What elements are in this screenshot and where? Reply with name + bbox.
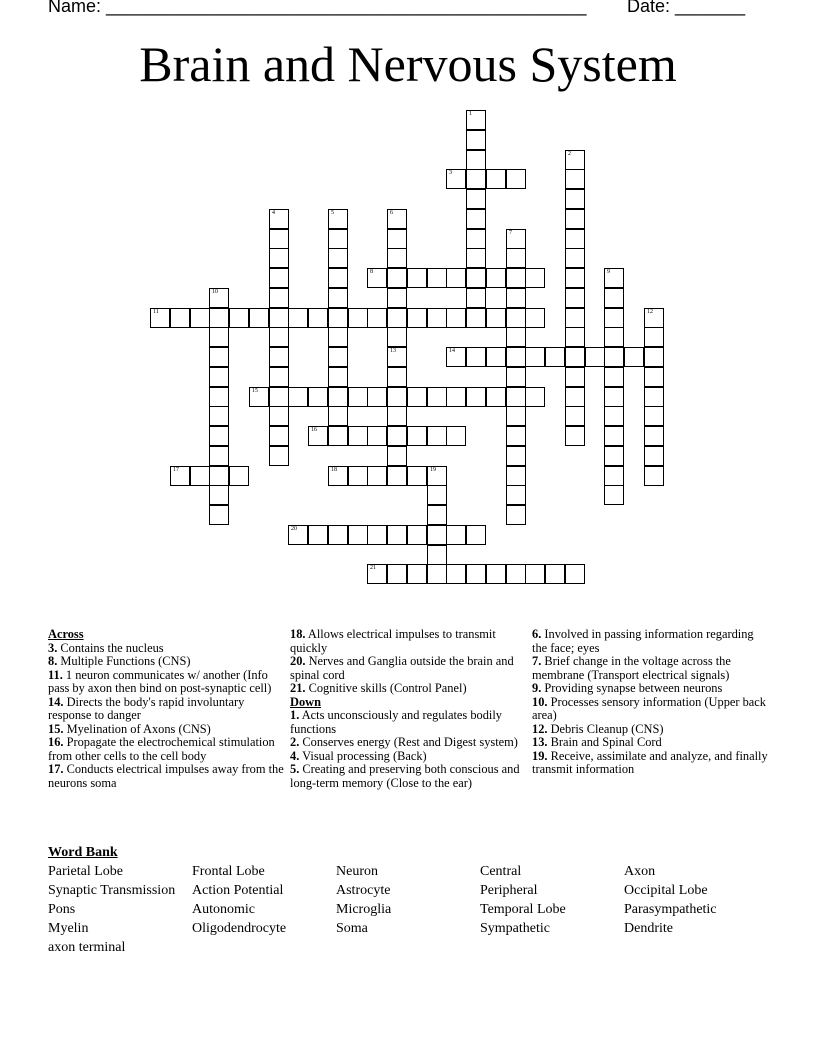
grid-cell[interactable] (466, 525, 486, 545)
clue-number: 3 (449, 170, 452, 176)
word-bank-item: Pons (48, 902, 76, 917)
grid-cell[interactable] (308, 426, 328, 446)
grid-cell[interactable] (644, 347, 664, 367)
grid-cell[interactable] (466, 387, 486, 407)
grid-cell[interactable] (446, 347, 466, 367)
grid-cell[interactable] (486, 268, 506, 288)
grid-cell[interactable] (506, 347, 526, 367)
grid-cell[interactable] (407, 308, 427, 328)
grid-cell[interactable] (367, 308, 387, 328)
grid-cell[interactable] (407, 268, 427, 288)
clue-number: 18 (331, 467, 337, 473)
grid-cell[interactable] (249, 308, 269, 328)
down-clue-6: 6. Involved in passing information regarding the face; eyes (532, 627, 754, 655)
grid-cell[interactable] (269, 288, 289, 308)
clue-number: 14. (48, 694, 64, 709)
clue-number: 13 (390, 348, 396, 354)
clue-number: 17 (173, 467, 179, 473)
clue-number: 13. (532, 735, 548, 749)
clue-number: 15. (48, 721, 64, 736)
grid-cell[interactable] (269, 209, 289, 229)
clue-number: 8. (48, 654, 58, 668)
clue-number: 4. (290, 748, 300, 763)
grid-cell[interactable] (486, 308, 506, 328)
grid-cell[interactable] (348, 525, 368, 545)
grid-cell[interactable] (367, 525, 387, 545)
clue-number: 6. (532, 627, 542, 641)
grid-cell[interactable] (328, 426, 348, 446)
clue-number: 6 (390, 210, 393, 216)
grid-cell[interactable] (328, 466, 348, 486)
grid-cell[interactable] (328, 387, 348, 407)
grid-cell[interactable] (387, 525, 407, 545)
word-bank-item: Soma (336, 921, 368, 936)
grid-cell[interactable] (387, 406, 407, 426)
grid-cell[interactable] (466, 347, 486, 367)
across-clue-16: 16. Propagate the electrochemical stimulation from other cells to the cell body (48, 735, 275, 763)
grid-cell[interactable] (644, 367, 664, 387)
grid-cell[interactable] (387, 426, 407, 446)
clue-number: 5 (331, 210, 334, 216)
grid-cell[interactable] (367, 466, 387, 486)
grid-cell[interactable] (427, 426, 447, 446)
grid-cell[interactable] (209, 505, 229, 525)
grid-cell[interactable] (328, 288, 348, 308)
grid-cell[interactable] (446, 308, 466, 328)
down-clue-13: 13. Brain and Spinal Cord (532, 735, 662, 749)
clue-number: 19. (532, 748, 548, 763)
grid-cell[interactable] (269, 347, 289, 367)
grid-cell[interactable] (545, 347, 565, 367)
grid-cell[interactable] (466, 308, 486, 328)
grid-cell[interactable] (446, 387, 466, 407)
clue-column-3 (532, 628, 768, 777)
grid-cell[interactable] (170, 466, 190, 486)
word-bank-item: Autonomic (192, 902, 255, 917)
grid-cell[interactable] (427, 387, 447, 407)
grid-cell[interactable] (269, 426, 289, 446)
grid-cell[interactable] (387, 229, 407, 249)
grid-cell[interactable] (604, 426, 624, 446)
clue-number: 21 (370, 565, 376, 571)
clue-number: 11. (48, 667, 63, 682)
across-clue-21: 21. Cognitive skills (Control Panel) (290, 681, 467, 695)
grid-cell[interactable] (328, 347, 348, 367)
grid-cell[interactable] (466, 564, 486, 584)
grid-cell[interactable] (565, 347, 585, 367)
grid-cell[interactable] (387, 466, 407, 486)
grid-cell[interactable] (565, 150, 585, 170)
grid-cell[interactable] (565, 189, 585, 209)
grid-cell[interactable] (288, 525, 308, 545)
grid-cell[interactable] (269, 446, 289, 466)
grid-cell[interactable] (525, 268, 545, 288)
grid-cell[interactable] (585, 347, 605, 367)
grid-cell[interactable] (190, 466, 210, 486)
word-bank-item: Sympathetic (480, 921, 550, 936)
grid-cell[interactable] (269, 387, 289, 407)
clue-number: 8 (370, 269, 373, 275)
grid-cell[interactable] (565, 564, 585, 584)
down-clue-9: 9. Providing synapse between neurons (532, 681, 723, 695)
clue-number: 3. (48, 640, 58, 655)
grid-cell[interactable] (466, 209, 486, 229)
clue-number: 16 (311, 427, 317, 433)
grid-cell[interactable] (328, 209, 348, 229)
grid-cell[interactable] (604, 446, 624, 466)
grid-cell[interactable] (446, 564, 466, 584)
grid-cell[interactable] (506, 387, 526, 407)
grid-cell[interactable] (525, 564, 545, 584)
grid-cell[interactable] (209, 288, 229, 308)
grid-cell[interactable] (565, 209, 585, 229)
grid-cell[interactable] (348, 308, 368, 328)
grid-cell[interactable] (506, 229, 526, 249)
down-heading: Down (290, 694, 321, 709)
grid-cell[interactable] (387, 347, 407, 367)
grid-cell[interactable] (367, 564, 387, 584)
grid-cell[interactable] (604, 387, 624, 407)
grid-cell[interactable] (387, 248, 407, 268)
grid-cell[interactable] (565, 327, 585, 347)
word-bank-item: Temporal Lobe (480, 902, 566, 917)
grid-cell[interactable] (328, 406, 348, 426)
grid-cell[interactable] (387, 387, 407, 407)
grid-cell[interactable] (269, 406, 289, 426)
puzzle-title: Brain and Nervous System (139, 36, 677, 92)
grid-cell[interactable] (308, 525, 328, 545)
grid-cell[interactable] (427, 268, 447, 288)
grid-cell[interactable] (506, 288, 526, 308)
grid-cell[interactable] (486, 387, 506, 407)
grid-cell[interactable] (209, 327, 229, 347)
clue-column-2 (290, 628, 526, 790)
grid-cell[interactable] (506, 268, 526, 288)
grid-cell[interactable] (525, 387, 545, 407)
grid-cell[interactable] (150, 308, 170, 328)
grid-cell[interactable] (604, 367, 624, 387)
grid-cell[interactable] (269, 268, 289, 288)
grid-cell[interactable] (506, 248, 526, 268)
clue-number: 18. (290, 627, 306, 641)
grid-cell[interactable] (269, 229, 289, 249)
grid-cell[interactable] (446, 426, 466, 446)
grid-cell[interactable] (328, 327, 348, 347)
grid-cell[interactable] (506, 466, 526, 486)
grid-cell[interactable] (565, 406, 585, 426)
down-clue-1: 1. Acts unconsciously and regulates bodily functions (290, 708, 502, 736)
clue-number: 1 (469, 111, 472, 117)
clue-number: 7. (532, 654, 542, 668)
grid-cell[interactable] (486, 347, 506, 367)
grid-cell[interactable] (604, 268, 624, 288)
grid-cell[interactable] (387, 367, 407, 387)
down-clue-4: 4. Visual processing (Back) (290, 748, 427, 763)
word-bank-item: Microglia (336, 902, 392, 917)
grid-cell[interactable] (604, 466, 624, 486)
grid-cell[interactable] (348, 387, 368, 407)
grid-cell[interactable] (387, 209, 407, 229)
grid-cell[interactable] (427, 466, 447, 486)
grid-cell[interactable] (565, 426, 585, 446)
grid-cell[interactable] (328, 268, 348, 288)
grid-cell[interactable] (427, 525, 447, 545)
word-bank-item: Parasympathetic (624, 902, 717, 917)
across-clue-3: 3. Contains the nucleus (48, 640, 164, 655)
clue-number: 5. (290, 762, 300, 776)
grid-cell[interactable] (466, 110, 486, 130)
grid-cell[interactable] (288, 387, 308, 407)
word-bank-item: Dendrite (624, 921, 673, 936)
grid-cell[interactable] (308, 308, 328, 328)
clue-number: 21. (290, 681, 306, 695)
word-bank-item: Action Potential (192, 883, 284, 898)
grid-cell[interactable] (367, 426, 387, 446)
grid-cell[interactable] (565, 169, 585, 189)
grid-cell[interactable] (387, 446, 407, 466)
grid-cell[interactable] (427, 545, 447, 565)
grid-cell[interactable] (209, 387, 229, 407)
clue-number: 9. (532, 681, 542, 695)
clue-number: 9 (607, 269, 610, 275)
down-clue-list-continued (532, 628, 768, 777)
grid-cell[interactable] (209, 347, 229, 367)
clue-number: 15 (252, 388, 258, 394)
across-clue-17: 17. Conducts electrical impulses away from the neurons soma (48, 762, 284, 790)
down-clue-10: 10. Processes sensory information (Upper back area) (532, 694, 766, 722)
grid-cell[interactable] (170, 308, 190, 328)
grid-cell[interactable] (387, 268, 407, 288)
grid-cell[interactable] (387, 327, 407, 347)
grid-cell[interactable] (407, 466, 427, 486)
across-clue-8: 8. Multiple Functions (CNS) (48, 654, 191, 668)
grid-cell[interactable] (269, 308, 289, 328)
grid-cell[interactable] (486, 564, 506, 584)
grid-cell[interactable] (644, 387, 664, 407)
grid-cell[interactable] (229, 466, 249, 486)
grid-cell[interactable] (209, 406, 229, 426)
clue-number: 20. (290, 654, 306, 668)
grid-cell[interactable] (209, 466, 229, 486)
grid-cell[interactable] (328, 367, 348, 387)
word-bank-item: Neuron (336, 864, 378, 879)
grid-cell[interactable] (209, 485, 229, 505)
word-bank-item: Occipital Lobe (624, 883, 708, 898)
grid-cell[interactable] (288, 308, 308, 328)
grid-cell[interactable] (466, 288, 486, 308)
grid-cell[interactable] (328, 308, 348, 328)
down-clue-5: 5. Creating and preserving both conscious and long-term memory (Close to the ear) (290, 762, 520, 790)
word-bank-item: Synaptic Transmission (48, 883, 176, 898)
word-bank-item: Astrocyte (336, 883, 391, 898)
grid-cell[interactable] (269, 248, 289, 268)
grid-cell[interactable] (269, 367, 289, 387)
grid-cell[interactable] (387, 308, 407, 328)
grid-cell[interactable] (644, 466, 664, 486)
word-bank-item: Peripheral (480, 883, 538, 898)
across-clue-list-continued (290, 628, 526, 696)
clue-number: 7 (509, 230, 512, 236)
grid-cell[interactable] (525, 308, 545, 328)
grid-cell[interactable] (348, 466, 368, 486)
grid-cell[interactable] (328, 248, 348, 268)
word-bank-item: Frontal Lobe (192, 864, 265, 879)
grid-cell[interactable] (506, 327, 526, 347)
grid-cell[interactable] (466, 150, 486, 170)
grid-cell[interactable] (407, 426, 427, 446)
grid-cell[interactable] (644, 406, 664, 426)
grid-cell[interactable] (506, 426, 526, 446)
across-clue-14: 14. Directs the body's rapid involuntary response to danger (48, 694, 245, 722)
clue-number: 20 (291, 526, 297, 532)
clue-number: 1. (290, 708, 300, 722)
clue-number: 10. (532, 694, 548, 709)
grid-cell[interactable] (466, 169, 486, 189)
down-clue-19: 19. Receive, assimilate and analyze, and finally transmit information (532, 748, 768, 776)
grid-cell[interactable] (407, 564, 427, 584)
date-field-label: Date: _______ (627, 0, 746, 16)
down-clue-7: 7. Brief change in the voltage across the membrane (Transport electrical signals) (532, 654, 731, 682)
grid-cell[interactable] (387, 288, 407, 308)
grid-cell[interactable] (604, 485, 624, 505)
down-clue-12: 12. Debris Cleanup (CNS) (532, 721, 664, 736)
grid-cell[interactable] (308, 387, 328, 407)
grid-cell[interactable] (466, 189, 486, 209)
grid-cell[interactable] (229, 308, 249, 328)
grid-cell[interactable] (506, 446, 526, 466)
clue-number: 12. (532, 721, 548, 736)
clue-number: 16. (48, 735, 64, 749)
grid-cell[interactable] (427, 485, 447, 505)
clue-number: 2 (568, 151, 571, 157)
grid-cell[interactable] (604, 406, 624, 426)
grid-cell[interactable] (209, 367, 229, 387)
grid-cell[interactable] (249, 387, 269, 407)
word-bank-item: Central (480, 864, 522, 879)
grid-cell[interactable] (545, 564, 565, 584)
grid-cell[interactable] (446, 525, 466, 545)
grid-cell[interactable] (565, 387, 585, 407)
word-bank-item: Myelin (48, 921, 89, 936)
grid-cell[interactable] (506, 564, 526, 584)
grid-cell[interactable] (565, 229, 585, 249)
grid-cell[interactable] (486, 169, 506, 189)
grid-cell[interactable] (506, 308, 526, 328)
grid-cell[interactable] (525, 347, 545, 367)
clue-number: 4 (272, 210, 275, 216)
grid-cell[interactable] (427, 308, 447, 328)
grid-cell[interactable] (644, 446, 664, 466)
grid-cell[interactable] (565, 367, 585, 387)
grid-cell[interactable] (644, 327, 664, 347)
grid-cell[interactable] (604, 327, 624, 347)
grid-cell[interactable] (387, 564, 407, 584)
grid-cell[interactable] (367, 387, 387, 407)
clue-number: 17. (48, 762, 64, 776)
grid-cell[interactable] (604, 288, 624, 308)
clue-number: 12 (647, 309, 653, 315)
grid-cell[interactable] (466, 248, 486, 268)
grid-cell[interactable] (624, 347, 644, 367)
grid-cell[interactable] (644, 308, 664, 328)
down-clue-list (290, 709, 526, 790)
clue-number: 19 (430, 467, 436, 473)
grid-cell[interactable] (604, 308, 624, 328)
across-heading: Across (48, 627, 84, 641)
grid-cell[interactable] (565, 248, 585, 268)
grid-cell[interactable] (565, 268, 585, 288)
grid-cell[interactable] (209, 308, 229, 328)
grid-cell[interactable] (565, 288, 585, 308)
grid-cell[interactable] (427, 505, 447, 525)
grid-cell[interactable] (348, 426, 368, 446)
word-bank-item: Parietal Lobe (48, 864, 124, 879)
clue-number: 10 (212, 289, 218, 295)
grid-cell[interactable] (367, 268, 387, 288)
grid-cell[interactable] (190, 308, 210, 328)
clue-column-1 (48, 628, 284, 790)
clue-number: 14 (449, 348, 455, 354)
grid-cell[interactable] (407, 387, 427, 407)
across-clue-18: 18. Allows electrical impulses to transmit quickly (290, 627, 496, 655)
down-clue-2: 2. Conserves energy (Rest and Digest system) (290, 735, 518, 749)
word-bank-item: Oligodendrocyte (192, 921, 287, 936)
grid-cell[interactable] (506, 505, 526, 525)
word-bank-item: Axon (624, 864, 656, 879)
name-field-label: Name: ________________________________________________ (48, 0, 587, 16)
across-clue-15: 15. Myelination of Axons (CNS) (48, 721, 211, 736)
clue-number: 2. (290, 735, 300, 749)
grid-cell[interactable] (328, 525, 348, 545)
grid-cell[interactable] (506, 169, 526, 189)
across-clue-11: 11. 1 neuron communicates w/ another (Info pass by axon then bind on post-synaptic cell) (48, 667, 272, 695)
grid-cell[interactable] (269, 327, 289, 347)
word-bank-title: Word Bank (48, 845, 118, 860)
grid-cell[interactable] (446, 268, 466, 288)
grid-cell[interactable] (506, 367, 526, 387)
grid-cell[interactable] (209, 426, 229, 446)
grid-cell[interactable] (466, 130, 486, 150)
across-clue-list (48, 642, 284, 791)
grid-cell[interactable] (565, 308, 585, 328)
across-clue-20: 20. Nerves and Ganglia outside the brain and spinal cord (290, 654, 514, 682)
grid-cell[interactable] (644, 426, 664, 446)
grid-cell[interactable] (407, 525, 427, 545)
grid-cell[interactable] (427, 564, 447, 584)
grid-cell[interactable] (446, 169, 466, 189)
grid-cell[interactable] (328, 229, 348, 249)
grid-cell[interactable] (466, 268, 486, 288)
grid-cell[interactable] (506, 485, 526, 505)
grid-cell[interactable] (506, 406, 526, 426)
grid-cell[interactable] (466, 229, 486, 249)
grid-cell[interactable] (604, 347, 624, 367)
word-bank-item: axon terminal (48, 940, 126, 955)
clue-number: 11 (153, 309, 159, 315)
grid-cell[interactable] (209, 446, 229, 466)
